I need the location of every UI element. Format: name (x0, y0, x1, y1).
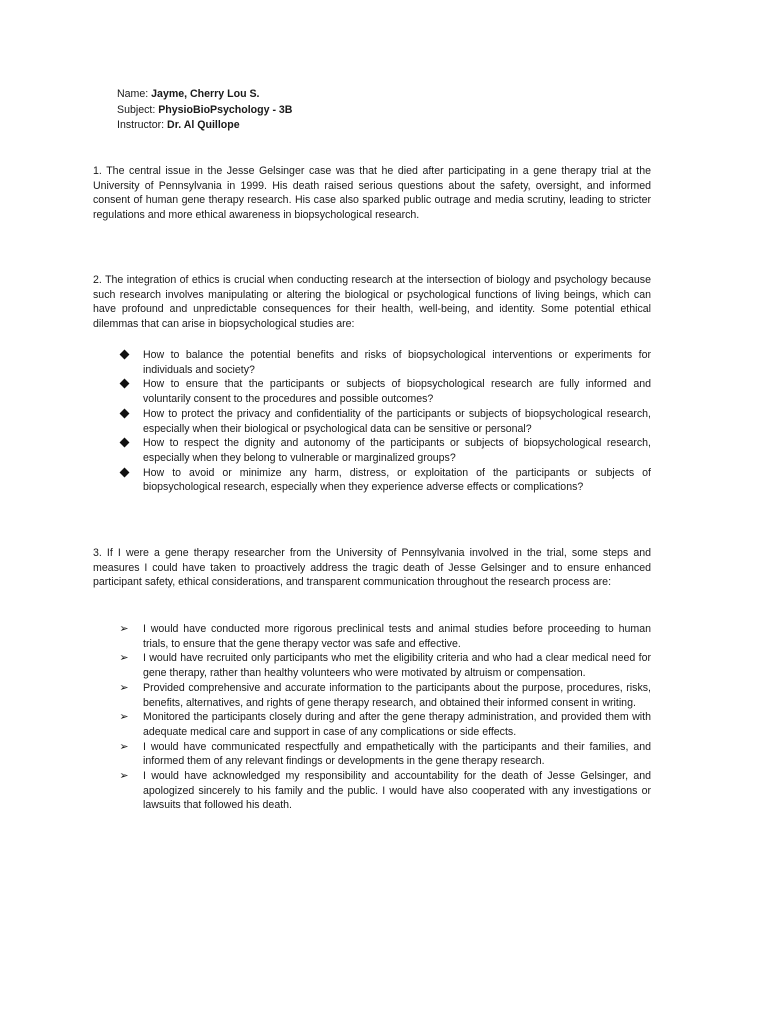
list-item-text: Monitored the participants closely during and after the gene therapy administration, and provided them with adequate medical care and support in case of any complications or side effects. (143, 711, 651, 738)
arrow-bullet-icon: ➢ (119, 740, 129, 753)
diamond-bullet-icon (117, 377, 131, 392)
list-item-text: How to avoid or minimize any harm, distress, or exploitation of the participants or subjects of biopsychological research, especially when they experience adverse effects or complications? (143, 466, 651, 494)
name-value: Jayme, Cherry Lou S. (151, 88, 260, 100)
diamond-bullet-icon (117, 348, 131, 363)
list-item (117, 651, 651, 680)
arrow-bullet-icon: ➢ (119, 770, 129, 783)
list-item-text: I would have communicated respectfully and empathetically with the participants and their families, and informed them of any relevant findings or developments in the gene therapy research. (143, 740, 651, 768)
name-line (117, 87, 517, 103)
document-header (117, 87, 517, 134)
list-item-text: How to respect the dignity and autonomy of the participants or subjects of biopsychological research, especially when they belong to vulnerable or marginalized groups? (143, 437, 651, 464)
list-item-text: How to ensure that the participants or subjects of biopsychological research are fully informed and voluntarily consent to the procedures and possible outcomes? (143, 378, 651, 406)
diamond-bullet-icon (117, 466, 131, 481)
answer-2-paragraph: 2. The integration of ethics is crucial when conducting research at the intersection of biology and psychology because such research involves manipulating or altering the biological or psychological functions of living beings, which can have profound and unpredictable consequences for their health, well-being, and identity. Some potential ethical dilemmas that can arise in biopsychological studies are: (93, 274, 651, 331)
list-item-text: How to protect the privacy and confidentiality of the participants or subjects of biopsychological research, especially when their biological or psychological data can be sensitive or personal? (143, 407, 651, 435)
list-item (117, 769, 651, 813)
researcher-steps-list (117, 622, 651, 813)
arrow-bullet-icon: ➢ (119, 652, 129, 665)
subject-line (117, 103, 517, 119)
list-item (117, 681, 651, 710)
list-item (117, 436, 651, 465)
instructor-line (117, 118, 517, 134)
list-item-text: I would have recruited only participants who met the eligibility criteria and who had a clear medical need for gene therapy, rather than healthy volunteers who were motivated by altruism or compensation. (143, 652, 651, 680)
list-item-text: I would have conducted more rigorous preclinical tests and animal studies before proceeding to human trials, to ensure that the gene therapy vector was safe and effective. (143, 623, 651, 650)
diamond-bullet-icon (117, 436, 131, 451)
list-item (117, 740, 651, 769)
list-item-text: I would have acknowledged my responsibility and accountability for the death of Jesse Gelsinger, and apologized sincerely to his family and the public. I would have also cooperated with any investigations or lawsuits that followed his death. (143, 770, 651, 812)
list-item-text: How to balance the potential benefits and risks of biopsychological interventions or experiments for individuals and society? (143, 349, 651, 376)
answer-1-paragraph: 1. The central issue in the Jesse Gelsinger case was that he died after participating in a gene therapy trial at the University of Pennsylvania in 1999. His death raised serious questions about the safety, oversight, and informed consent of human gene therapy research. His case also sparked public outrage and media scrutiny, leading to stricter regulations and more ethical awareness in biopsychological research. (93, 165, 651, 222)
arrow-bullet-icon: ➢ (119, 711, 129, 724)
list-item (117, 622, 651, 651)
arrow-bullet-icon: ➢ (119, 681, 129, 694)
diamond-bullet-icon (117, 407, 131, 422)
list-item (117, 348, 651, 377)
instructor-value: Dr. Al Quillope (167, 119, 240, 131)
list-item (117, 710, 651, 739)
list-item (117, 377, 651, 406)
name-label: Name: (117, 88, 152, 100)
list-item (117, 407, 651, 436)
list-item (117, 466, 651, 495)
ethical-dilemmas-list (117, 348, 651, 495)
subject-label: Subject: (117, 103, 159, 116)
list-item-text: Provided comprehensive and accurate information to the participants about the purpose, procedures, risks, benefits, alternatives, and rights of gene therapy research, and obtained their informed consent in writing. (143, 681, 651, 709)
arrow-bullet-icon: ➢ (119, 623, 129, 635)
answer-3-paragraph: 3. If I were a gene therapy researcher from the University of Pennsylvania involved in the trial, some steps and measures I could have taken to proactively address the tragic death of Jesse Gelsinger and to ensure enhanced participant safety, ethical considerations, and transparent communication throughout the research process are: (93, 547, 651, 589)
instructor-label: Instructor: (117, 119, 168, 131)
subject-value: PhysioBioPsychology - 3B (158, 103, 293, 116)
